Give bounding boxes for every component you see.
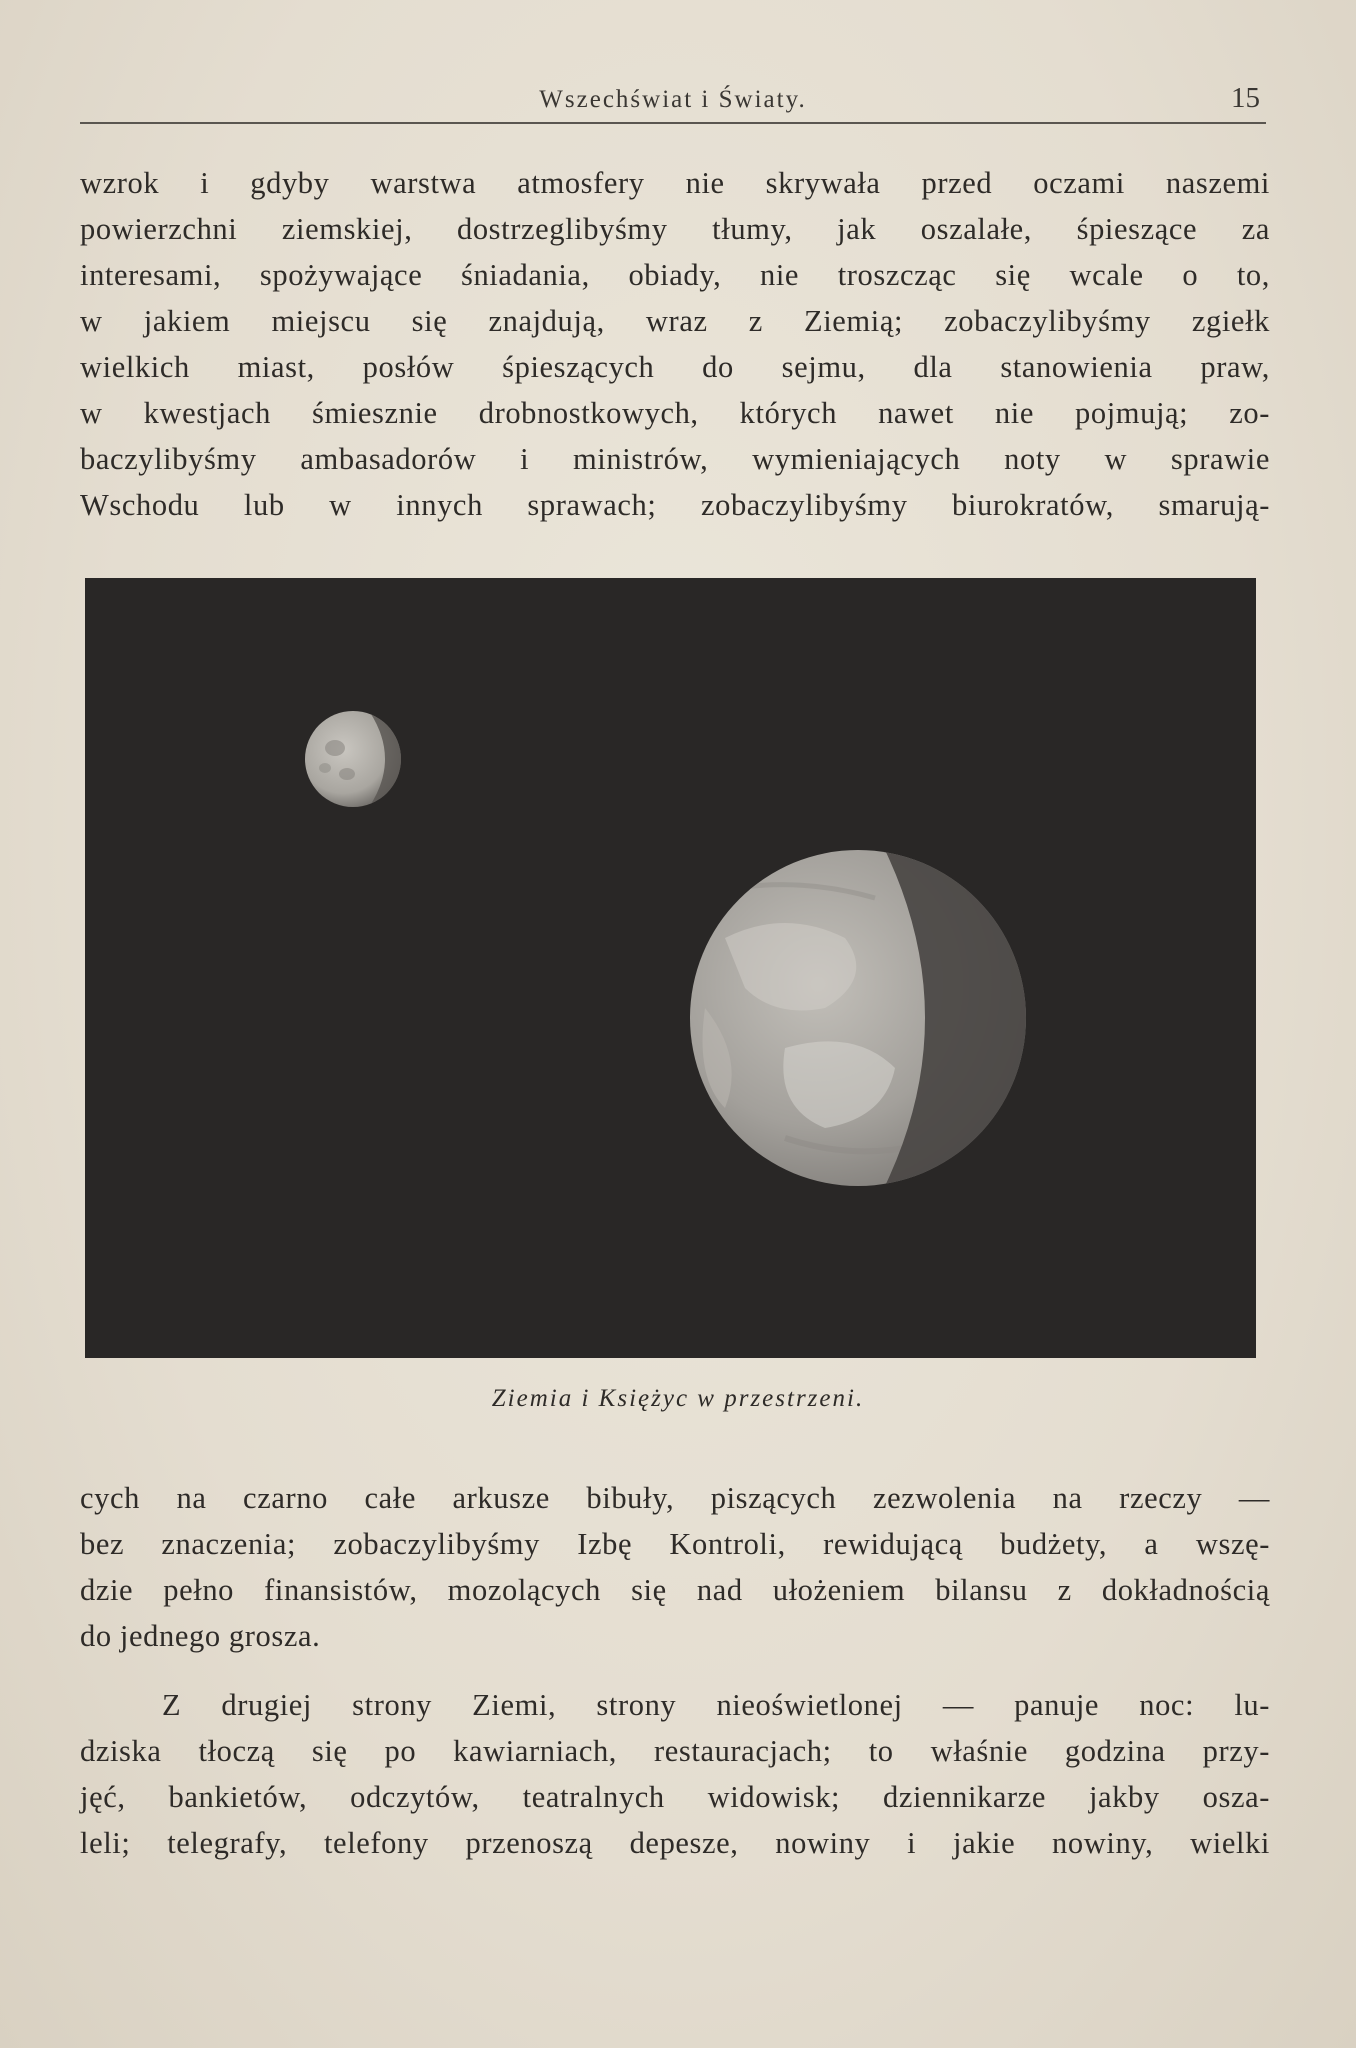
text-line: dziska tłoczą się po kawiarniach, restauracjach; to właśnie godzina przy- xyxy=(80,1734,1270,1768)
space-plate-svg xyxy=(85,578,1256,1358)
text-line: powierzchni ziemskiej, dostrzeglibyśmy tłumy, jak oszalałe, śpieszące za xyxy=(80,212,1270,246)
text-line: Wschodu lub w innych sprawach; zobaczylibyśmy biurokratów, smarują- xyxy=(80,488,1270,522)
text-line: interesami, spożywające śniadania, obiady, nie troszcząc się wcale o to, xyxy=(80,258,1270,292)
earth-moon-illustration xyxy=(85,578,1256,1358)
text-line: wielkich miast, posłów śpieszących do sejmu, dla stanowienia praw, xyxy=(80,350,1270,384)
paragraph-lower xyxy=(80,1682,1270,1866)
running-header xyxy=(80,82,1266,124)
text-line: jęć, bankietów, odczytów, teatralnych widowisk; dziennikarze jakby osza- xyxy=(80,1780,1270,1814)
text-line: Z drugiej strony Ziemi, strony nieoświetlonej — panuje noc: lu- xyxy=(162,1688,1270,1722)
figure-caption: Ziemia i Księżyc w przestrzeni. xyxy=(491,1385,865,1412)
text-line: w jakiem miejscu się znajdują, wraz z Ziemią; zobaczylibyśmy zgiełk xyxy=(80,304,1270,338)
page-number: 15 xyxy=(1231,82,1260,114)
text-line: leli; telegrafy, telefony przenoszą depesze, nowiny i jakie nowiny, wielki xyxy=(80,1826,1270,1860)
text-line: do jednego grosza. xyxy=(80,1619,321,1653)
text-line: dzie pełno finansistów, mozolących się nad ułożeniem bilansu z dokładnością xyxy=(80,1573,1270,1607)
paragraph-upper xyxy=(80,160,1270,528)
text-line: cych na czarno całe arkusze bibuły, piszących zezwolenia na rzeczy — xyxy=(80,1481,1270,1515)
paragraph-middle xyxy=(80,1475,1270,1659)
text-line: bez znaczenia; zobaczylibyśmy Izbę Kontroli, rewidującą budżety, a wszę- xyxy=(80,1527,1270,1561)
text-line: baczylibyśmy ambasadorów i ministrów, wymieniających noty w sprawie xyxy=(80,442,1270,476)
text-line: w kwestjach śmiesznie drobnostkowych, których nawet nie pojmują; zo- xyxy=(80,396,1270,430)
text-line: wzrok i gdyby warstwa atmosfery nie skrywała przed oczami naszemi xyxy=(80,166,1270,200)
running-title: Wszechświat i Światy. xyxy=(539,86,807,113)
